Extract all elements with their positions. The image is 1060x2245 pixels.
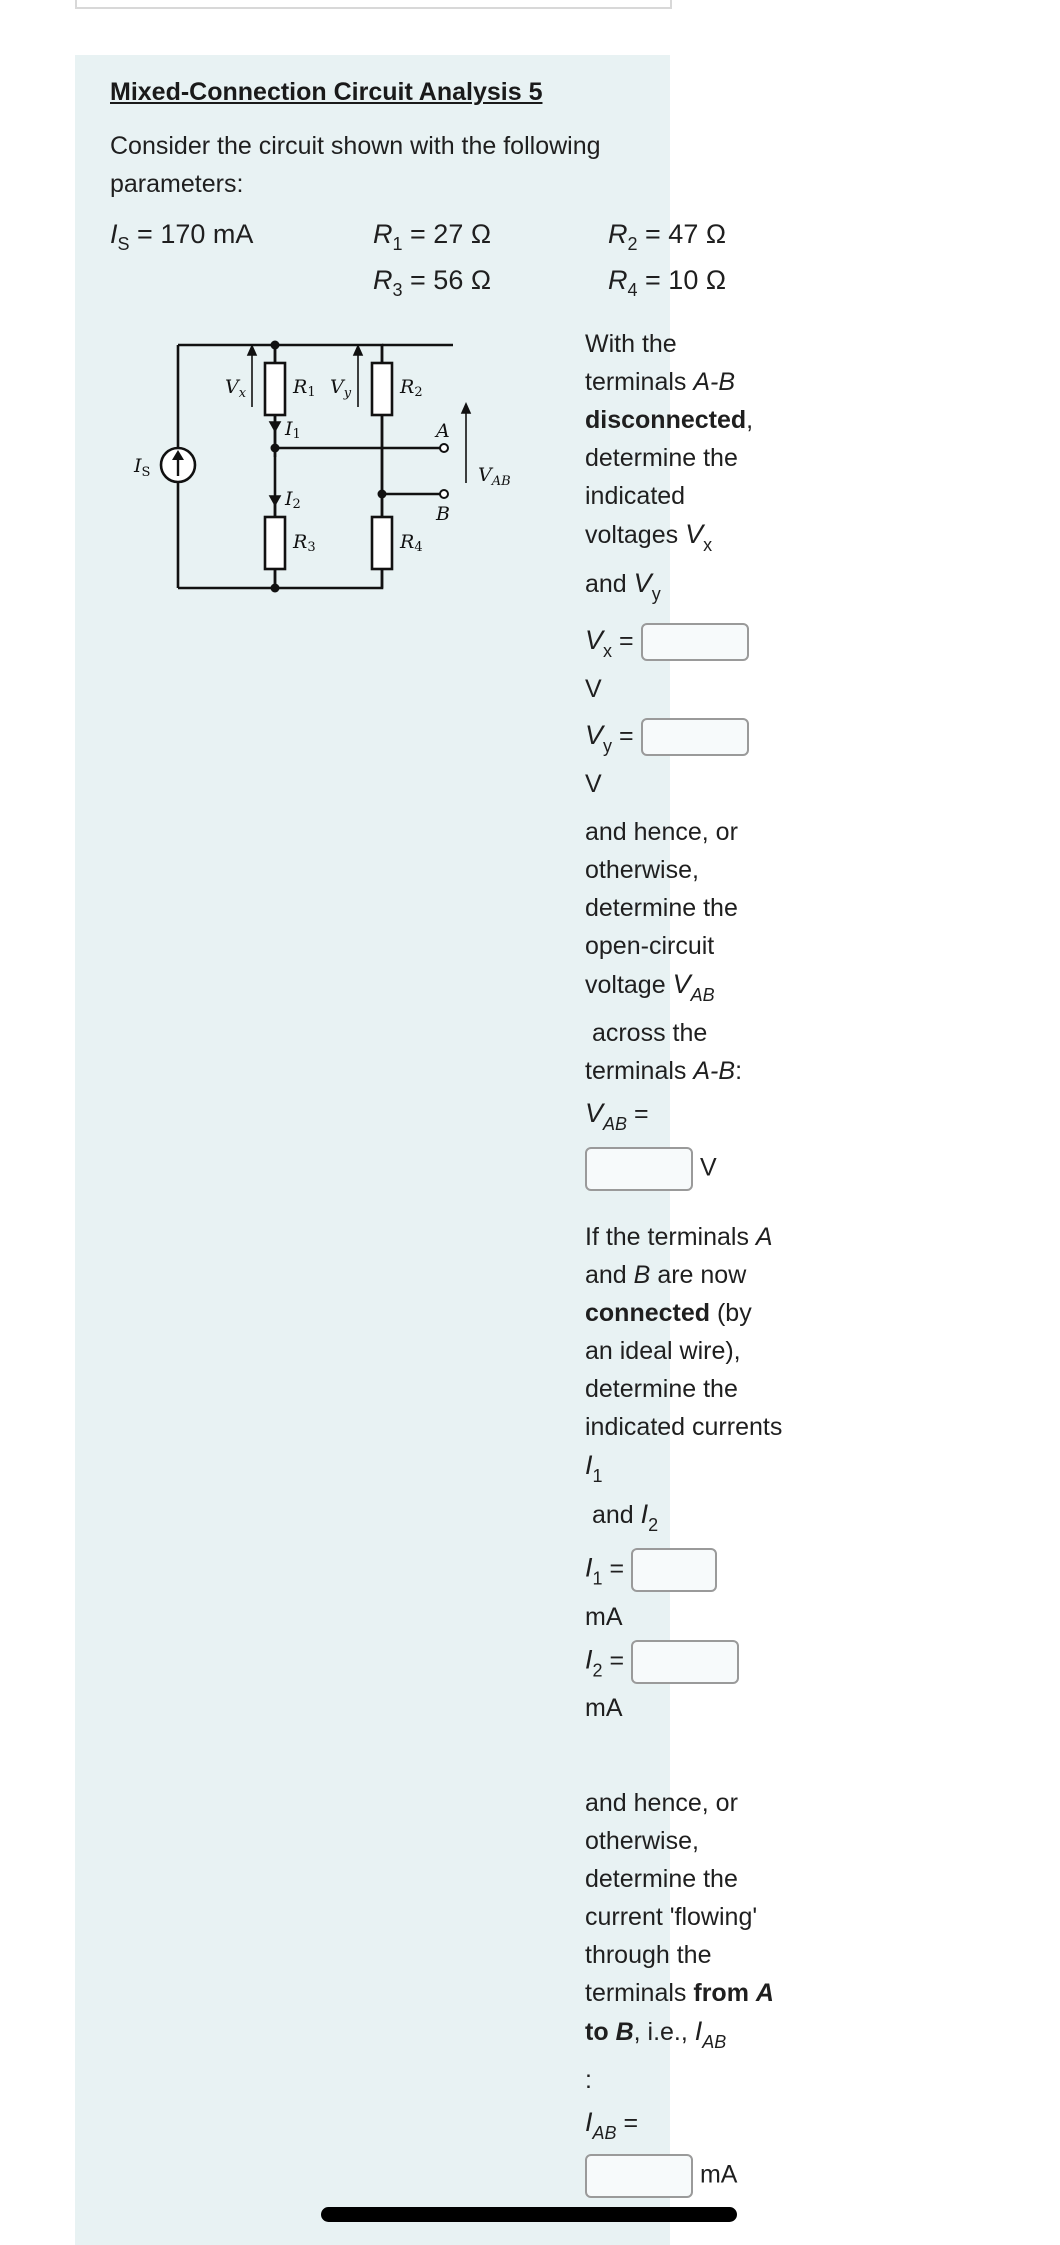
param-is: $I_S = 170$ mA [110, 219, 254, 254]
param-r1: $R_1 = 27$ Ω [373, 219, 492, 254]
resistor-r3 [265, 517, 285, 569]
question-2: and hence, or otherwise, determine the open-circuit voltage $V_{AB}$ across the terminals A-B: $V_{AB}$ = V [585, 813, 785, 1191]
terminal-b [440, 490, 448, 498]
resistor-r1 [265, 363, 285, 415]
svg-text:Vx: $V_x$ [225, 376, 247, 401]
param-r3: $R_3 = 56$ Ω [373, 265, 492, 300]
iab-answer-input[interactable] [585, 2154, 693, 2198]
param-r2: $R_2 = 47$ Ω [608, 219, 727, 254]
svg-text:IS: $I_S$ [134, 455, 151, 480]
svg-text:R1: R1 [293, 376, 316, 400]
svg-text:I2: I2 [285, 488, 301, 512]
resistor-r4 [372, 517, 392, 569]
question-3: If the terminals A and B are now connected (by an ideal wire), determine the indicated currents $I_1$ and $I_2$ $I_1$ = mA $I_2$ = mA [585, 1223, 783, 1723]
intro-text: Consider the circuit shown with the following parameters: [110, 132, 601, 198]
svg-text:I1: I1 [285, 418, 301, 442]
svg-text:R2: R2 [400, 376, 423, 400]
previous-question-box [75, 0, 672, 9]
svg-text:Vy: $V_y$ [330, 376, 352, 401]
terminal-a [440, 444, 448, 452]
vab-answer-input[interactable] [585, 1147, 693, 1191]
param-r4: $R_4 = 10$ Ω [608, 265, 727, 300]
i1-answer-input[interactable] [631, 1548, 717, 1592]
home-indicator[interactable] [321, 2207, 737, 2222]
resistor-r2 [372, 363, 392, 415]
question-4: and hence, or otherwise, determine the current 'flowing' through the terminals from A to B, i.e., $I_{AB}$ : $I_{AB}$ = mA [585, 1784, 785, 2198]
vy-answer-input[interactable] [641, 718, 749, 756]
svg-text:VAB: $V_{AB}$ [478, 464, 511, 489]
vx-answer-input[interactable] [641, 623, 749, 661]
outer-wire [275, 345, 382, 588]
circuit-diagram [128, 330, 528, 600]
svg-text:R4: R4 [400, 531, 423, 555]
svg-text:A: A [436, 420, 450, 442]
svg-text:R3: R3 [293, 531, 316, 555]
svg-text:B: B [436, 503, 450, 525]
i2-answer-input[interactable] [631, 1640, 739, 1684]
question-title: Mixed-Connection Circuit Analysis 5 [110, 78, 543, 106]
question-1: With the terminals A-B disconnected, determine the indicated voltages $V_x$ and $V_y$ $V_x$ = V $V_y$ = V [585, 330, 754, 798]
